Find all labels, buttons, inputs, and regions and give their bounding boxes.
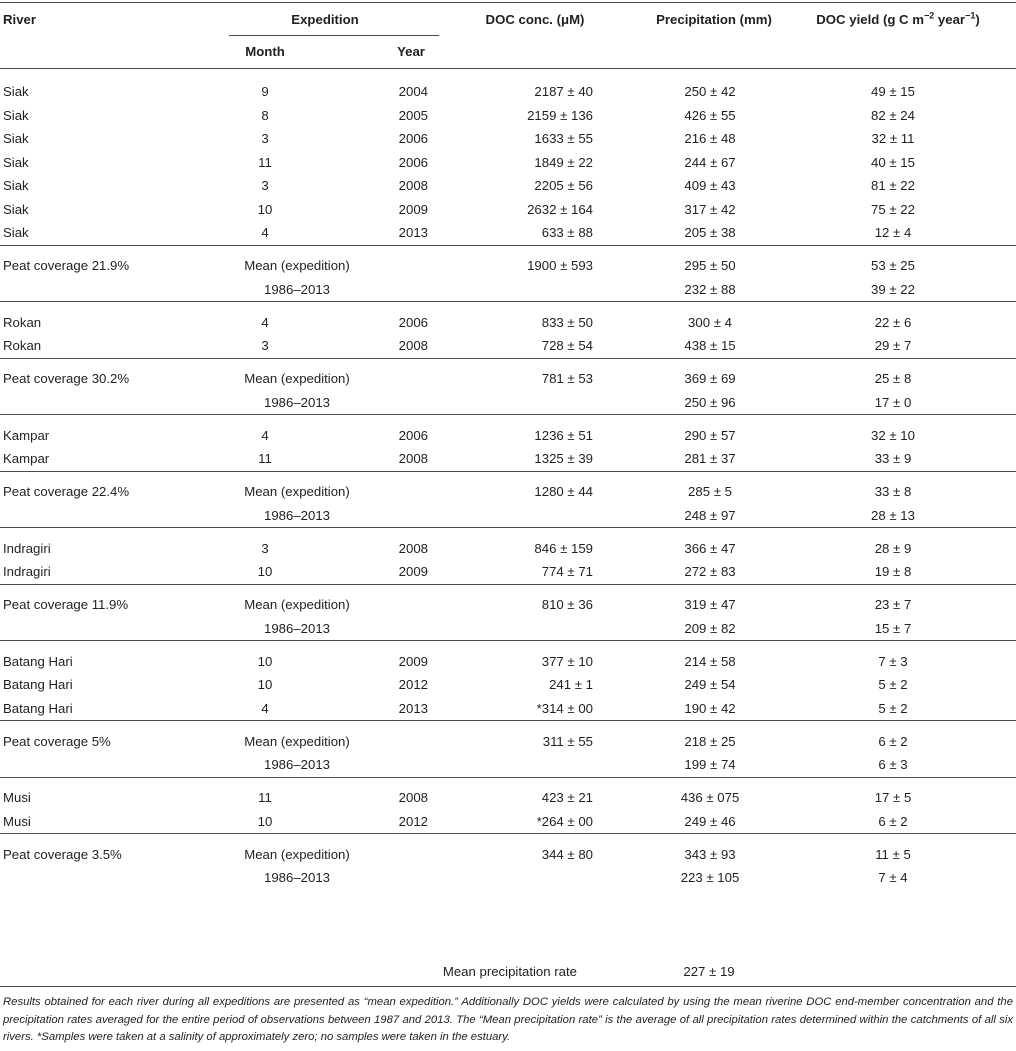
cell-doc-conc: *264 ± 00 xyxy=(536,814,593,829)
top-rule xyxy=(0,2,1016,3)
cell-doc-yield: 23 ± 7 xyxy=(874,597,912,612)
cell-month: 11 xyxy=(258,790,272,805)
expedition-rule xyxy=(229,35,439,36)
cell-doc-conc: 377 ± 10 xyxy=(541,654,593,669)
cell-month: 1986–2013 xyxy=(263,508,331,523)
header-river: River xyxy=(3,12,36,27)
cell-precipitation: 438 ± 15 xyxy=(684,338,736,353)
cell-river: Kampar xyxy=(3,428,50,443)
cell-river: Siak xyxy=(3,225,29,240)
cell-doc-yield: 28 ± 13 xyxy=(871,508,915,523)
cell-doc-conc: 774 ± 71 xyxy=(541,564,593,579)
cell-doc-yield: 5 ± 2 xyxy=(878,701,908,716)
cell-doc-yield: 81 ± 22 xyxy=(871,178,915,193)
cell-year: 2008 xyxy=(398,790,428,805)
mean-precip-value: 227 ± 19 xyxy=(683,964,735,979)
cell-river: Siak xyxy=(3,178,29,193)
cell-month: 4 xyxy=(261,315,269,330)
cell-year: 2008 xyxy=(398,541,428,556)
header-doc-conc: DOC conc. (μM) xyxy=(485,12,585,27)
cell-river: Peat coverage 3.5% xyxy=(3,847,122,862)
mean-precip-label: Mean precipitation rate xyxy=(442,964,577,979)
cell-river: Siak xyxy=(3,131,29,146)
cell-river: Rokan xyxy=(3,315,42,330)
group-rule xyxy=(0,301,1016,302)
cell-precipitation: 369 ± 69 xyxy=(684,371,736,386)
cell-precipitation: 209 ± 82 xyxy=(684,621,736,636)
cell-precipitation: 319 ± 47 xyxy=(684,597,736,612)
cell-doc-yield: 39 ± 22 xyxy=(871,282,915,297)
cell-doc-conc: 728 ± 54 xyxy=(541,338,593,353)
cell-precipitation: 272 ± 83 xyxy=(684,564,736,579)
cell-precipitation: 216 ± 48 xyxy=(684,131,736,146)
cell-doc-yield: 17 ± 0 xyxy=(874,395,912,410)
cell-year: 2004 xyxy=(398,84,428,99)
cell-year: 2006 xyxy=(398,131,428,146)
cell-doc-yield: 6 ± 3 xyxy=(878,757,908,772)
cell-month: 11 xyxy=(258,155,272,170)
cell-month: 1986–2013 xyxy=(263,870,331,885)
cell-month: Mean (expedition) xyxy=(244,258,350,273)
cell-doc-conc: 2187 ± 40 xyxy=(534,84,593,99)
cell-doc-conc: 1900 ± 593 xyxy=(527,258,593,273)
cell-doc-yield: 32 ± 10 xyxy=(871,428,915,443)
cell-month: 3 xyxy=(261,178,269,193)
cell-month: Mean (expedition) xyxy=(244,847,350,862)
cell-year: 2009 xyxy=(398,654,428,669)
cell-year: 2006 xyxy=(398,428,428,443)
cell-doc-conc: *314 ± 00 xyxy=(536,701,593,716)
cell-month: 1986–2013 xyxy=(263,621,331,636)
cell-precipitation: 290 ± 57 xyxy=(684,428,736,443)
cell-precipitation: 205 ± 38 xyxy=(684,225,736,240)
cell-doc-yield: 6 ± 2 xyxy=(878,814,908,829)
cell-doc-conc: 2159 ± 136 xyxy=(527,108,593,123)
group-rule xyxy=(0,777,1016,778)
cell-precipitation: 300 ± 4 xyxy=(688,315,732,330)
cell-doc-conc: 1280 ± 44 xyxy=(534,484,593,499)
cell-precipitation: 218 ± 25 xyxy=(684,734,736,749)
cell-doc-conc: 781 ± 53 xyxy=(541,371,593,386)
cell-doc-yield: 28 ± 9 xyxy=(874,541,912,556)
cell-month: 9 xyxy=(261,84,269,99)
cell-doc-yield: 82 ± 24 xyxy=(871,108,915,123)
cell-year: 2009 xyxy=(398,564,428,579)
header-year: Year xyxy=(397,44,425,59)
cell-precipitation: 249 ± 54 xyxy=(684,677,736,692)
cell-river: Kampar xyxy=(3,451,50,466)
cell-doc-yield: 5 ± 2 xyxy=(878,677,908,692)
cell-precipitation: 214 ± 58 xyxy=(684,654,736,669)
cell-year: 2006 xyxy=(398,155,428,170)
cell-doc-conc: 810 ± 36 xyxy=(541,597,593,612)
cell-month: 10 xyxy=(257,654,273,669)
cell-year: 2012 xyxy=(398,677,428,692)
cell-precipitation: 249 ± 46 xyxy=(684,814,736,829)
cell-precipitation: 250 ± 42 xyxy=(684,84,736,99)
cell-month: 3 xyxy=(261,541,269,556)
cell-doc-yield: 12 ± 4 xyxy=(874,225,912,240)
cell-river: Peat coverage 22.4% xyxy=(3,484,130,499)
cell-month: 4 xyxy=(261,225,269,240)
cell-month: 10 xyxy=(257,202,273,217)
cell-doc-conc: 1325 ± 39 xyxy=(534,451,593,466)
cell-river: Peat coverage 5% xyxy=(3,734,111,749)
cell-doc-yield: 49 ± 15 xyxy=(871,84,915,99)
cell-doc-conc: 833 ± 50 xyxy=(541,315,593,330)
cell-doc-conc: 344 ± 80 xyxy=(541,847,593,862)
cell-month: 1986–2013 xyxy=(263,395,331,410)
cell-precipitation: 223 ± 105 xyxy=(680,870,740,885)
cell-doc-yield: 33 ± 9 xyxy=(874,451,912,466)
cell-doc-yield: 6 ± 2 xyxy=(878,734,908,749)
group-rule xyxy=(0,640,1016,641)
cell-river: Batang Hari xyxy=(3,701,73,716)
cell-doc-yield: 75 ± 22 xyxy=(871,202,915,217)
cell-river: Peat coverage 21.9% xyxy=(3,258,130,273)
cell-month: Mean (expedition) xyxy=(244,597,350,612)
cell-year: 2008 xyxy=(398,451,428,466)
cell-year: 2008 xyxy=(398,178,428,193)
cell-year: 2006 xyxy=(398,315,428,330)
cell-precipitation: 248 ± 97 xyxy=(684,508,736,523)
cell-month: 8 xyxy=(261,108,269,123)
group-rule xyxy=(0,414,1016,415)
cell-month: 4 xyxy=(261,428,269,443)
cell-precipitation: 409 ± 43 xyxy=(684,178,736,193)
cell-month: 10 xyxy=(257,814,273,829)
cell-precipitation: 199 ± 74 xyxy=(684,757,736,772)
header-bottom-rule xyxy=(0,68,1016,69)
cell-doc-yield: 11 ± 5 xyxy=(875,847,911,862)
header-doc-yield: DOC yield (g C $m^{-2}$ year$^{-1}$) xyxy=(816,10,980,27)
cell-doc-yield: 40 ± 15 xyxy=(871,155,915,170)
cell-precipitation: 426 ± 55 xyxy=(684,108,736,123)
cell-river: Peat coverage 11.9% xyxy=(3,597,129,612)
cell-doc-conc: 241 ± 1 xyxy=(549,677,593,692)
cell-doc-yield: 7 ± 4 xyxy=(878,870,908,885)
cell-month: 10 xyxy=(257,677,273,692)
cell-month: 3 xyxy=(261,338,269,353)
table-footnote: Results obtained for each river during all expeditions are presented as “mean expedition.” Additionally DOC yields were calculated by using the mean riverine DOC end-member concentration and the precipitation rates averaged for the entire period of observations between 1987 and 2013. The “Mean precipitation rate” is the average of all precipitation rates determined within the catchments of all six rivers. *Samples were taken at a salinity of approximately zero; no samples were taken in the estuary. xyxy=(3,996,1013,1043)
cell-doc-conc: 423 ± 21 xyxy=(541,790,593,805)
cell-river: Siak xyxy=(3,84,29,99)
bottom-rule xyxy=(0,986,1016,987)
cell-month: 4 xyxy=(261,701,269,716)
cell-year: 2009 xyxy=(398,202,428,217)
cell-year: 2013 xyxy=(398,225,428,240)
cell-precipitation: 285 ± 5 xyxy=(688,484,732,499)
cell-precipitation: 281 ± 37 xyxy=(684,451,736,466)
cell-doc-conc: 846 ± 159 xyxy=(534,541,593,556)
cell-year: 2008 xyxy=(398,338,428,353)
cell-month: 11 xyxy=(258,451,272,466)
cell-month: Mean (expedition) xyxy=(244,734,350,749)
cell-river: Siak xyxy=(3,108,29,123)
cell-precipitation: 250 ± 96 xyxy=(684,395,736,410)
cell-year: 2013 xyxy=(398,701,428,716)
cell-precipitation: 190 ± 42 xyxy=(684,701,736,716)
cell-river: Batang Hari xyxy=(3,677,73,692)
cell-doc-yield: 25 ± 8 xyxy=(874,371,912,386)
cell-river: Musi xyxy=(3,790,31,805)
cell-doc-conc: 1236 ± 51 xyxy=(534,428,593,443)
cell-doc-yield: 7 ± 3 xyxy=(878,654,908,669)
cell-river: Siak xyxy=(3,202,29,217)
cell-doc-yield: 17 ± 5 xyxy=(874,790,912,805)
group-rule xyxy=(0,245,1016,246)
group-rule xyxy=(0,584,1016,585)
cell-doc-yield: 32 ± 11 xyxy=(871,131,915,146)
cell-doc-yield: 29 ± 7 xyxy=(874,338,912,353)
cell-month: Mean (expedition) xyxy=(244,371,350,386)
cell-doc-conc: 1633 ± 55 xyxy=(534,131,593,146)
cell-year: 2012 xyxy=(398,814,428,829)
cell-river: Batang Hari xyxy=(3,654,73,669)
cell-river: Rokan xyxy=(3,338,42,353)
cell-doc-conc: 311 ± 55 xyxy=(542,734,593,749)
cell-month: 1986–2013 xyxy=(263,757,331,772)
cell-precipitation: 343 ± 93 xyxy=(684,847,736,862)
cell-river: Peat coverage 30.2% xyxy=(3,371,130,386)
cell-river: Musi xyxy=(3,814,31,829)
group-rule xyxy=(0,358,1016,359)
cell-doc-yield: 53 ± 25 xyxy=(871,258,915,273)
cell-precipitation: 295 ± 50 xyxy=(684,258,736,273)
cell-river: Indragiri xyxy=(3,541,51,556)
cell-month: 10 xyxy=(257,564,273,579)
cell-doc-yield: 19 ± 8 xyxy=(874,564,912,579)
cell-precipitation: 366 ± 47 xyxy=(684,541,736,556)
cell-precipitation: 244 ± 67 xyxy=(684,155,736,170)
header-month: Month xyxy=(245,44,285,59)
header-expedition: Expedition xyxy=(291,12,359,27)
cell-doc-yield: 33 ± 8 xyxy=(874,484,912,499)
cell-precipitation: 436 ± 075 xyxy=(680,790,740,805)
group-rule xyxy=(0,527,1016,528)
group-rule xyxy=(0,471,1016,472)
cell-year: 2005 xyxy=(398,108,428,123)
cell-doc-conc: 633 ± 88 xyxy=(541,225,593,240)
cell-doc-yield: 15 ± 7 xyxy=(874,621,912,636)
cell-month: Mean (expedition) xyxy=(244,484,350,499)
cell-precipitation: 317 ± 42 xyxy=(684,202,736,217)
cell-precipitation: 232 ± 88 xyxy=(684,282,736,297)
cell-doc-yield: 22 ± 6 xyxy=(874,315,912,330)
cell-river: Siak xyxy=(3,155,29,170)
group-rule xyxy=(0,833,1016,834)
header-precipitation: Precipitation (mm) xyxy=(656,12,772,27)
cell-doc-conc: 1849 ± 22 xyxy=(534,155,593,170)
cell-river: Indragiri xyxy=(3,564,51,579)
group-rule xyxy=(0,720,1016,721)
cell-month: 3 xyxy=(261,131,269,146)
cell-doc-conc: 2205 ± 56 xyxy=(534,178,593,193)
cell-month: 1986–2013 xyxy=(263,282,331,297)
cell-doc-conc: 2632 ± 164 xyxy=(527,202,593,217)
